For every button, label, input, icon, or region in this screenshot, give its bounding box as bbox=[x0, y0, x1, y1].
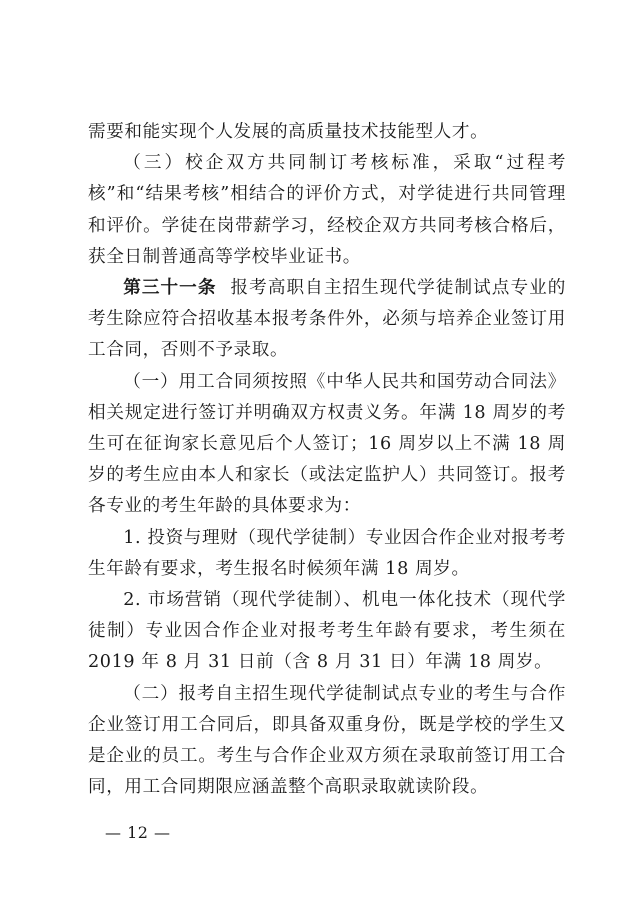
paragraph-item-1: 1. 投资与理财（现代学徒制）专业因合作企业对报考考生年龄有要求，考生报名时候须年满 18 周岁。 bbox=[88, 527, 566, 579]
document-body bbox=[88, 117, 566, 803]
paragraph-dual-identity: （二）报考自主招生现代学徒制试点专业的考生与合作企业签订用工合同后，即具备双重身份，既是学校的学生又是企业的员工。考生与合作企业双方须在录取前签订用工合同，用工合同期限应涵盖整个高职录取就读阶段。 bbox=[88, 683, 566, 798]
article-heading: 第三十一条 bbox=[123, 278, 217, 299]
paragraph-contract-signing: （一）用工合同须按照《中华人民共和国劳动合同法》相关规定进行签订并明确双方权责义务。年满 18 周岁的考生可在征询家长意见后个人签订；16 周岁以上不满 18 周岁的考生应由本人和家长（或法定监护人）共同签订。报考各专业的考生年龄的具体要求为： bbox=[88, 371, 566, 517]
paragraph-article-31 bbox=[88, 273, 566, 367]
page-number: — 12 — bbox=[105, 823, 171, 842]
paragraph-item-2: 2. 市场营销（现代学徒制）、机电一体化技术（现代学徒制）专业因合作企业对报考考生年龄有要求，考生须在 2019 年 8 月 31 日前（含 8 月 31 日）年满 18 周岁。 bbox=[88, 590, 566, 673]
article-31-text: 报考高职自主招生现代学徒制试点专业的考生除应符合招收基本报考条件外，必须与培养企业签订用工合同，否则不予录取。 bbox=[88, 278, 566, 361]
paragraph-assessment-standard: （三）校企双方共同制订考核标准，采取“过程考核”和“结果考核”相结合的评价方式，对学徒进行共同管理和评价。学徒在岗带薪学习，经校企双方共同考核合格后，获全日制普通高等学校毕业证书。 bbox=[88, 153, 566, 267]
paragraph-continuation: 需要和能实现个人发展的高质量技术技能型人才。 bbox=[88, 122, 489, 142]
